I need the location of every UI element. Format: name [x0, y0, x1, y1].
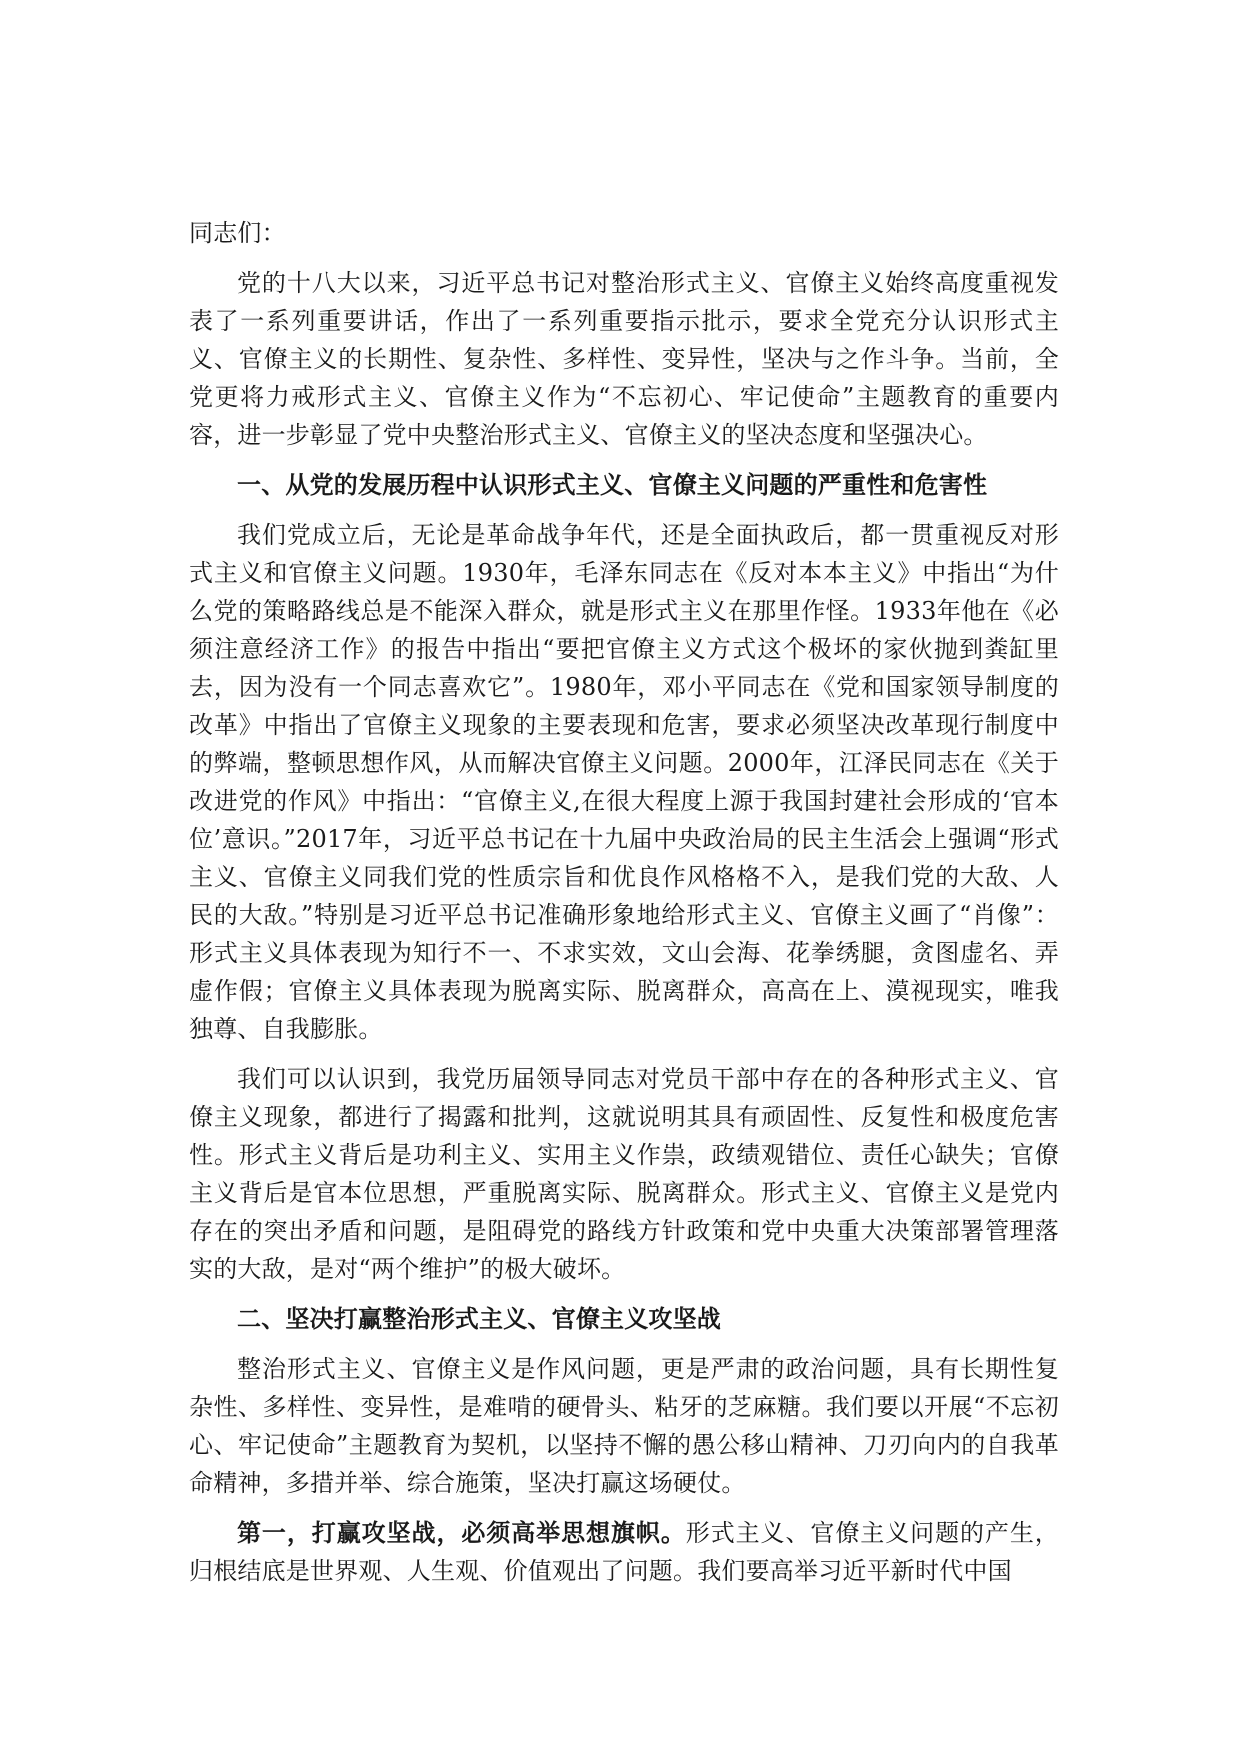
section-1-paragraph-2: 我们可以认识到，我党历届领导同志对党员干部中存在的各种形式主义、官僚主义现象，都进行了揭露和批判，这就说明其具有顽固性、反复性和极度危害性。形式主义背后是功利主义、实用主义作祟，政绩观错位、责任心缺失；官僚主义背后是官本位思想，严重脱离实际、脱离群众。形式主义、官僚主义是党内存在的突出矛盾和问题，是阻碍党的路线方针政策和党中央重大决策部署管理落实的大敌，是对“两个维护”的极大破坏。 [189, 1065, 1059, 1283]
section-2-lead-sentence: 第一，打赢攻坚战，必须高举思想旗帜。 [237, 1518, 686, 1547]
document-page [189, 214, 1059, 1590]
section-2-paragraph-1: 整治形式主义、官僚主义是作风问题，更是严肃的政治问题，具有长期性复杂性、多样性、变异性，是难啃的硬骨头、粘牙的芝麻糖。我们要以开展“不忘初心、牢记使命”主题教育为契机，以坚持不懈的愚公移山精神、刀刃向内的自我革命精神，多措并举、综合施策，坚决打赢这场硬仗。 [189, 1355, 1059, 1497]
section-2-paragraph-2-body: 形式主义、官僚主义问题的产生，归根结底是世界观、人生观、价值观出了问题。我们要高举习近平新时代中国 [189, 1519, 1059, 1585]
section-2-heading: 二、坚决打赢整治形式主义、官僚主义攻坚战 [237, 1304, 721, 1333]
intro-paragraph: 党的十八大以来，习近平总书记对整治形式主义、官僚主义始终高度重视发表了一系列重要讲话，作出了一系列重要指示批示，要求全党充分认识形式主义、官僚主义的长期性、复杂性、多样性、变异性，坚决与之作斗争。当前，全党更将力戒形式主义、官僚主义作为“不忘初心、牢记使命”主题教育的重要内容，进一步彰显了党中央整治形式主义、官僚主义的坚决态度和坚强决心。 [189, 269, 1059, 449]
section-1-paragraph-1: 我们党成立后，无论是革命战争年代，还是全面执政后，都一贯重视反对形式主义和官僚主义问题。1930年，毛泽东同志在《反对本本主义》中指出“为什么党的策略路线总是不能深入群众，就是形式主义在那里作怪。1933年他在《必须注意经济工作》的报告中指出“要把官僚主义方式这个极坏的家伙抛到粪缸里去，因为没有一个同志喜欢它”。1980年，邓小平同志在《党和国家领导制度的改革》中指出了官僚主义现象的主要表现和危害，要求必须坚决改革现行制度中的弊端，整顿思想作风，从而解决官僚主义问题。2000年，江泽民同志在《关于改进党的作风》中指出：“官僚主义,在很大程度上源于我国封建社会形成的‘官本位’意识。”2017年，习近平总书记在十九届中央政治局的民主生活会上强调“形式主义、官僚主义同我们党的性质宗旨和优良作风格格不入，是我们党的大敌、人民的大敌。”特别是习近平总书记准确形象地给形式主义、官僚主义画了“肖像”：形式主义具体表现为知行不一、不求实效，文山会海、花拳绣腿，贪图虚名、弄虚作假；官僚主义具体表现为脱离实际、脱离群众，高高在上、漠视现实，唯我独尊、自我膨胀。 [189, 521, 1059, 1043]
section-1-heading: 一、从党的发展历程中认识形式主义、官僚主义问题的严重性和危害性 [237, 470, 988, 499]
salutation: 同志们： [189, 219, 286, 247]
section-2-paragraph-2 [189, 1514, 1059, 1590]
